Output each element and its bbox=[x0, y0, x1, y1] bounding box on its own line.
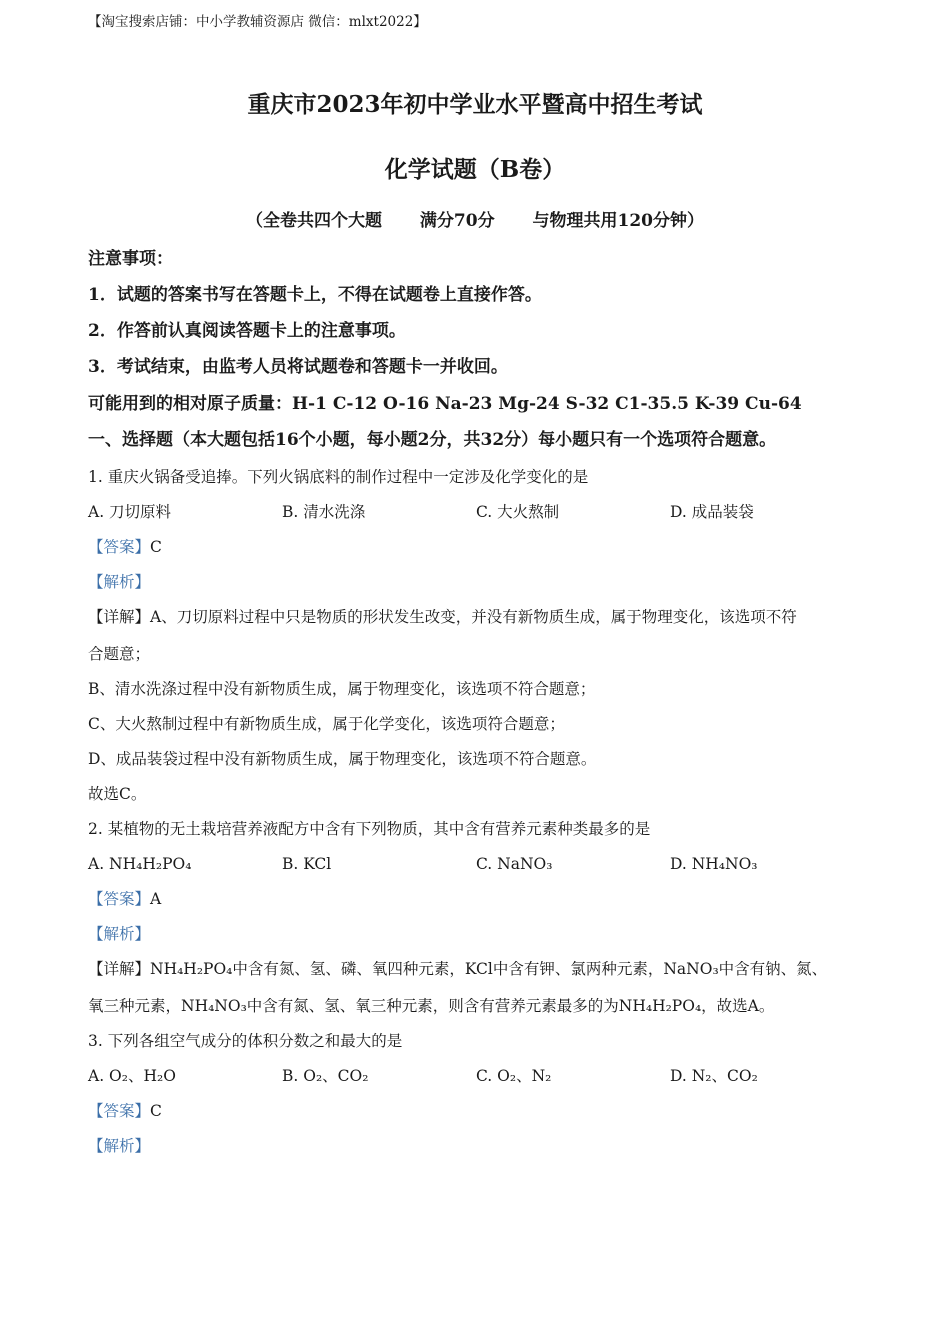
section-1-heading: 一、选择题（本大题包括16个小题，每小题2分，共32分）每小题只有一个选项符合题意。 bbox=[88, 430, 777, 450]
q3-option-d: D. N₂、CO₂ bbox=[670, 1067, 758, 1085]
page-subtitle: 化学试题（B卷） bbox=[384, 156, 566, 183]
q1-detail-text-1: A、刀切原料过程中只是物质的形状发生改变，并没有新物质生成，属于物理变化，该选项不符 bbox=[150, 608, 797, 626]
header-note: 【淘宝搜索店铺：中小学教辅资源店 微信：mlxt2022】 bbox=[88, 14, 427, 30]
q3-answer-value: C bbox=[150, 1102, 162, 1120]
exam-info bbox=[0, 211, 950, 231]
answer-label: 【答案】 bbox=[88, 890, 151, 908]
detail-label: 【详解】 bbox=[88, 608, 151, 626]
analysis-label: 【解析】 bbox=[88, 925, 151, 943]
note-item-2: 2．作答前认真阅读答题卡上的注意事项。 bbox=[88, 321, 406, 341]
q2-option-a: A. NH₄H₂PO₄ bbox=[88, 855, 192, 873]
q1-stem: 1. 重庆火锅备受追捧。下列火锅底料的制作过程中一定涉及化学变化的是 bbox=[88, 468, 589, 486]
q1-analysis bbox=[88, 572, 150, 592]
q3-answer bbox=[88, 1101, 162, 1121]
atomic-masses: 可能用到的相对原子质量：H-1 C-12 O-16 Na-23 Mg-24 S-32 C1-35.5 K-39 Cu-64 bbox=[88, 394, 802, 414]
page-title: 重庆市2023年初中学业水平暨高中招生考试 bbox=[247, 91, 703, 118]
q3-analysis bbox=[88, 1136, 150, 1156]
q2-option-b: B. KCl bbox=[282, 855, 332, 873]
q3-stem: 3. 下列各组空气成分的体积分数之和最大的是 bbox=[88, 1032, 403, 1050]
exam-info-time: 与物理共用120分钟） bbox=[532, 211, 704, 231]
q2-answer-value: A bbox=[150, 890, 162, 908]
q2-stem: 2. 某植物的无土栽培营养液配方中含有下列物质，其中含有营养元素种类最多的是 bbox=[88, 820, 651, 838]
q1-detail-d: D、成品装袋过程中没有新物质生成，属于物理变化，该选项不符合题意。 bbox=[88, 750, 597, 768]
q1-answer-value: C bbox=[150, 538, 162, 556]
answer-label: 【答案】 bbox=[88, 1102, 151, 1120]
detail-label: 【详解】 bbox=[88, 960, 151, 978]
q1-detail-line-1 bbox=[88, 607, 797, 627]
notes-heading: 注意事项： bbox=[88, 249, 173, 269]
q2-detail-text-1: NH₄H₂PO₄中含有氮、氢、磷、氧四种元素，KCl中含有钾、氯两种元素，NaNO₃中含有钠、氮、 bbox=[150, 960, 828, 978]
q2-analysis bbox=[88, 924, 150, 944]
q3-option-c: C. O₂、N₂ bbox=[476, 1067, 552, 1085]
q1-detail-b: B、清水洗涤过程中没有新物质生成，属于物理变化，该选项不符合题意； bbox=[88, 680, 596, 698]
q2-detail-line-2: 氧三种元素，NH₄NO₃中含有氮、氢、氧三种元素，则含有营养元素最多的为NH₄H₂PO₄，故选A。 bbox=[88, 997, 775, 1015]
q1-answer bbox=[88, 537, 162, 557]
q1-conclusion: 故选C。 bbox=[88, 785, 147, 803]
q3-option-b: B. O₂、CO₂ bbox=[282, 1067, 369, 1085]
analysis-label: 【解析】 bbox=[88, 1137, 151, 1155]
q3-option-a: A. O₂、H₂O bbox=[88, 1067, 176, 1085]
q2-answer bbox=[88, 889, 161, 909]
q2-detail-line-1 bbox=[88, 959, 827, 979]
q2-option-c: C. NaNO₃ bbox=[476, 855, 553, 873]
analysis-label: 【解析】 bbox=[88, 573, 151, 591]
note-item-1: 1．试题的答案书写在答题卡上，不得在试题卷上直接作答。 bbox=[88, 285, 542, 305]
q1-detail-c: C、大火熬制过程中有新物质生成，属于化学变化，该选项符合题意； bbox=[88, 715, 565, 733]
exam-info-scope: （全卷共四个大题 bbox=[245, 211, 382, 231]
answer-label: 【答案】 bbox=[88, 538, 151, 556]
q1-detail-line-2: 合题意； bbox=[88, 645, 151, 663]
exam-info-score: 满分70分 bbox=[419, 211, 495, 231]
q1-option-c: C. 大火熬制 bbox=[476, 503, 560, 521]
q1-option-d: D. 成品装袋 bbox=[670, 503, 754, 521]
q1-option-b: B. 清水洗涤 bbox=[282, 503, 366, 521]
note-item-3: 3．考试结束，由监考人员将试题卷和答题卡一并收回。 bbox=[88, 357, 508, 377]
q1-option-a: A. 刀切原料 bbox=[88, 503, 172, 521]
q2-option-d: D. NH₄NO₃ bbox=[670, 855, 758, 873]
